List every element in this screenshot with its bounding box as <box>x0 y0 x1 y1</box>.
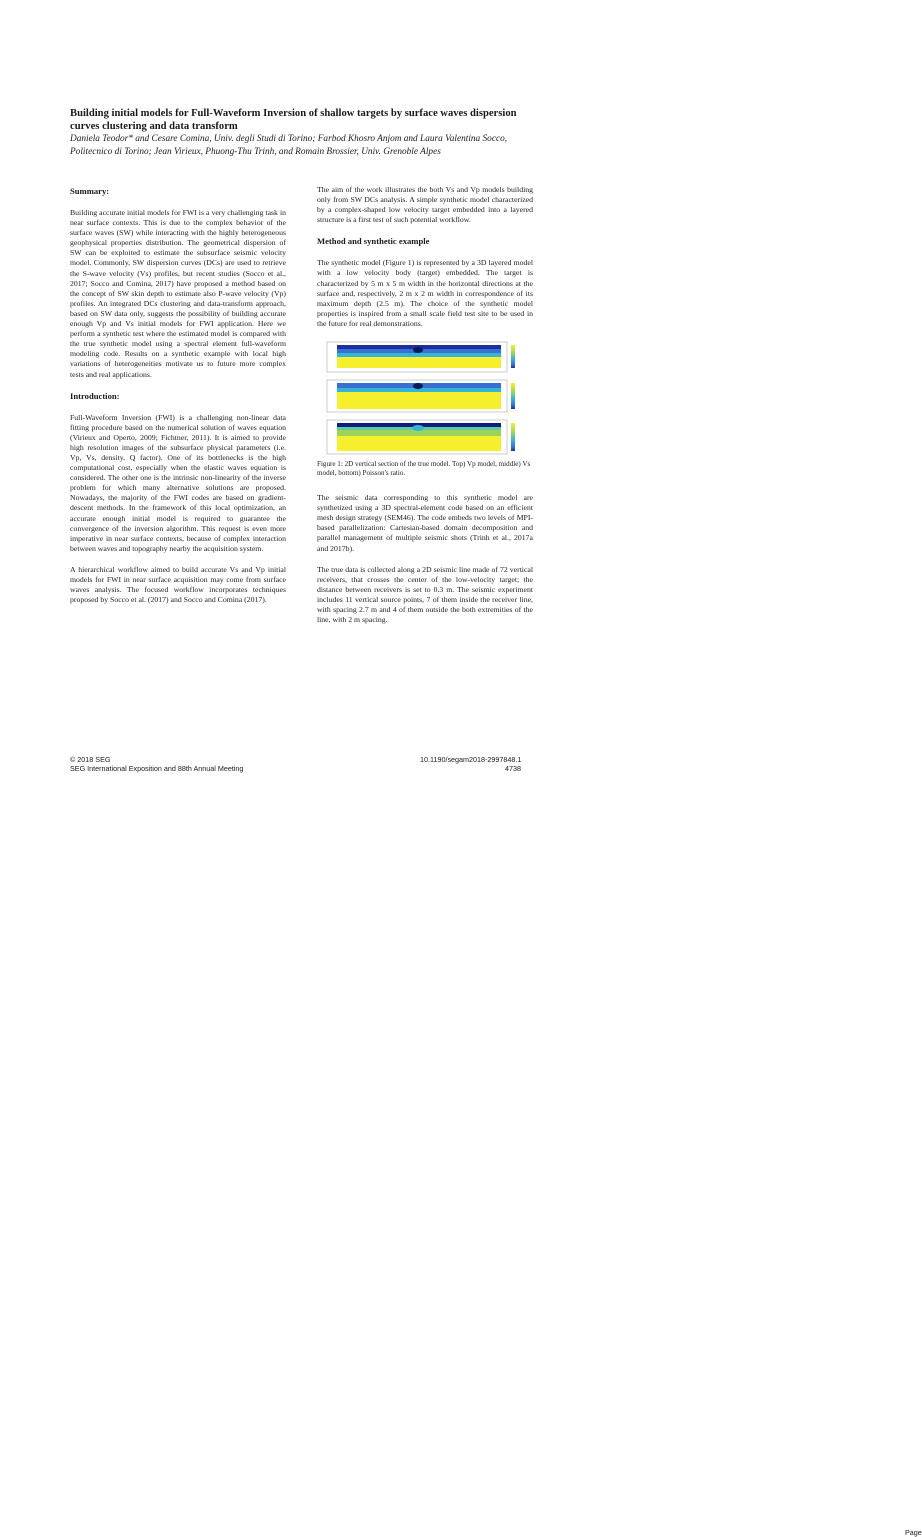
footer-doi: 10.1190/segam2018-2997848.1 <box>420 755 522 764</box>
page-number: 4738 <box>505 764 521 773</box>
page-label: Page <box>905 1528 922 1537</box>
introduction-paragraph-1: Full-Waveform Inversion (FWI) is a challenging non-linear data fitting procedure based on the numerical solution of waves equation (Virieux and Operto, 2009; Fichtner, 2011). It is aimed to provide high resolution images of the subsurface physical parameters (i.e. Vp, Vs, density, Q factor). One of its bottlenecks is the high computational cost, especially when the elastic waves equation is considered. The other one is the intrinsic non-linearity of the inverse problem for which many alternative solutions are proposed. Nowadays, the majority of the FWI codes are based on gradient-descent methods. In the framework of this local optimization, an accurate enough initial model is required to guarantee the convergence of the inversion algorithm. This request is even more imperative in near surface contexts, because of complex interaction between waves and topography nearby the acquisition system. <box>70 412 286 553</box>
footer-copyright: © 2018 SEG <box>70 755 111 764</box>
method-paragraph-2: The seismic data corresponding to this synthetic model are synthetized using a 3D spectral-element code based on an efficient mesh design strategy (SEM46). The code embeds two levels of MPI-based parallelization: Cartesian-based domain decomposition and parallel management of multiple seismic shots (Trinh et al., 2017a and 2017b). <box>317 493 533 553</box>
vp-model-panel <box>327 342 515 372</box>
method-heading: Method and synthetic example <box>317 236 430 247</box>
paper-title: Building initial models for Full-Waveform Inversion of shallow targets by surface waves dispersion curves clustering and data transform <box>70 108 517 132</box>
summary-heading: Summary: <box>70 186 110 196</box>
right-column <box>317 185 533 636</box>
left-column <box>70 186 286 616</box>
footer-meeting: SEG International Exposition and 88th Annual Meeting <box>70 764 244 773</box>
figure-1-graphic <box>317 340 533 456</box>
poisson-ratio-panel <box>327 420 515 454</box>
introduction-heading: Introduction: <box>70 390 120 401</box>
method-paragraph-3: The true data is collected along a 2D seismic line made of 72 vertical receivers, that crosses the center of the low-velocity target; the distance between receivers is set to 0.3 m. The seismic experiment includes 11 vertical source points, 7 of them inside the receiver line, with spacing 2.7 m and 4 of them outside the both extremities of the line, with 2 m spacing. <box>317 564 533 625</box>
paper-authors: Daniela Teodor* and Cesare Comina, Univ. degli Studi di Torino; Farbod Khosro Anjom and Laura Valentina Socco, Politecnico di Torino; Jean Virieux, Phuong-Thu Trinh, and Romain Brossier, Univ. Grenoble Alpes <box>70 134 508 157</box>
introduction-paragraph-2: A hierarchical workflow aimed to build accurate Vs and Vp initial models for FWI in near surface acquisition may come from surface waves analysis. The focused workflow incorporates techniques proposed by Socco et al. (2017) and Socco and Comina (2017). <box>70 564 286 605</box>
vs-model-panel <box>327 380 515 412</box>
figure-1 <box>317 340 533 456</box>
method-paragraph-1: The synthetic model (Figure 1) is represented by a 3D layered model with a low velocity body (target) embedded. The target is characterized by 5 m x 5 m width in the horizontal directions at the surface and, respectively, 2 m x 2 m width in correspondence of its maximum depth (2.5 m). The choice of the synthetic model properties is inspired from a small scale field test site to be used in the future for real demonstrations. <box>317 258 533 328</box>
figure-1-caption: Figure 1: 2D vertical section of the true model. Top) Vp model, middle) Vs model, bottom) Poisson's ratio. <box>317 460 531 478</box>
summary-text: Building accurate initial models for FWI is a very challenging task in near surface contexts. This is due to the complex behavior of the surface waves (SW) while interacting with the highly heterogeneous geophysical properties distribution. The geometrical dispersion of SW can be exploited to estimate the subsurface seismic velocity model. Commonly, SW dispersion curves (DCs) are used to retrieve the S-wave velocity (Vs) profiles, but recent studies (Socco et al., 2017; Socco and Comina, 2017) have proposed a method based on the concept of SW skin depth to estimate also P-wave velocity (Vp) profiles. An integrated DCs clustering and data-transform approach, based on SW data only, suggests the possibility of building accurate enough Vp and Vs initial models for FWI application. Here we perform a synthetic test where the estimated model is compared with the true synthetic model using a spectral element full-waveform modeling code. Results on a synthetic example with local high variations of heterogeneities motivate us to future more complex tests and real applications. <box>70 208 286 379</box>
aim-paragraph: The aim of the work illustrates the both Vs and Vp models building only from SW DCs analysis. A simple synthetic model characterized by a complex-shaped low velocity target embedded into a layered structure is a first test of such potential workflow. <box>317 185 533 225</box>
